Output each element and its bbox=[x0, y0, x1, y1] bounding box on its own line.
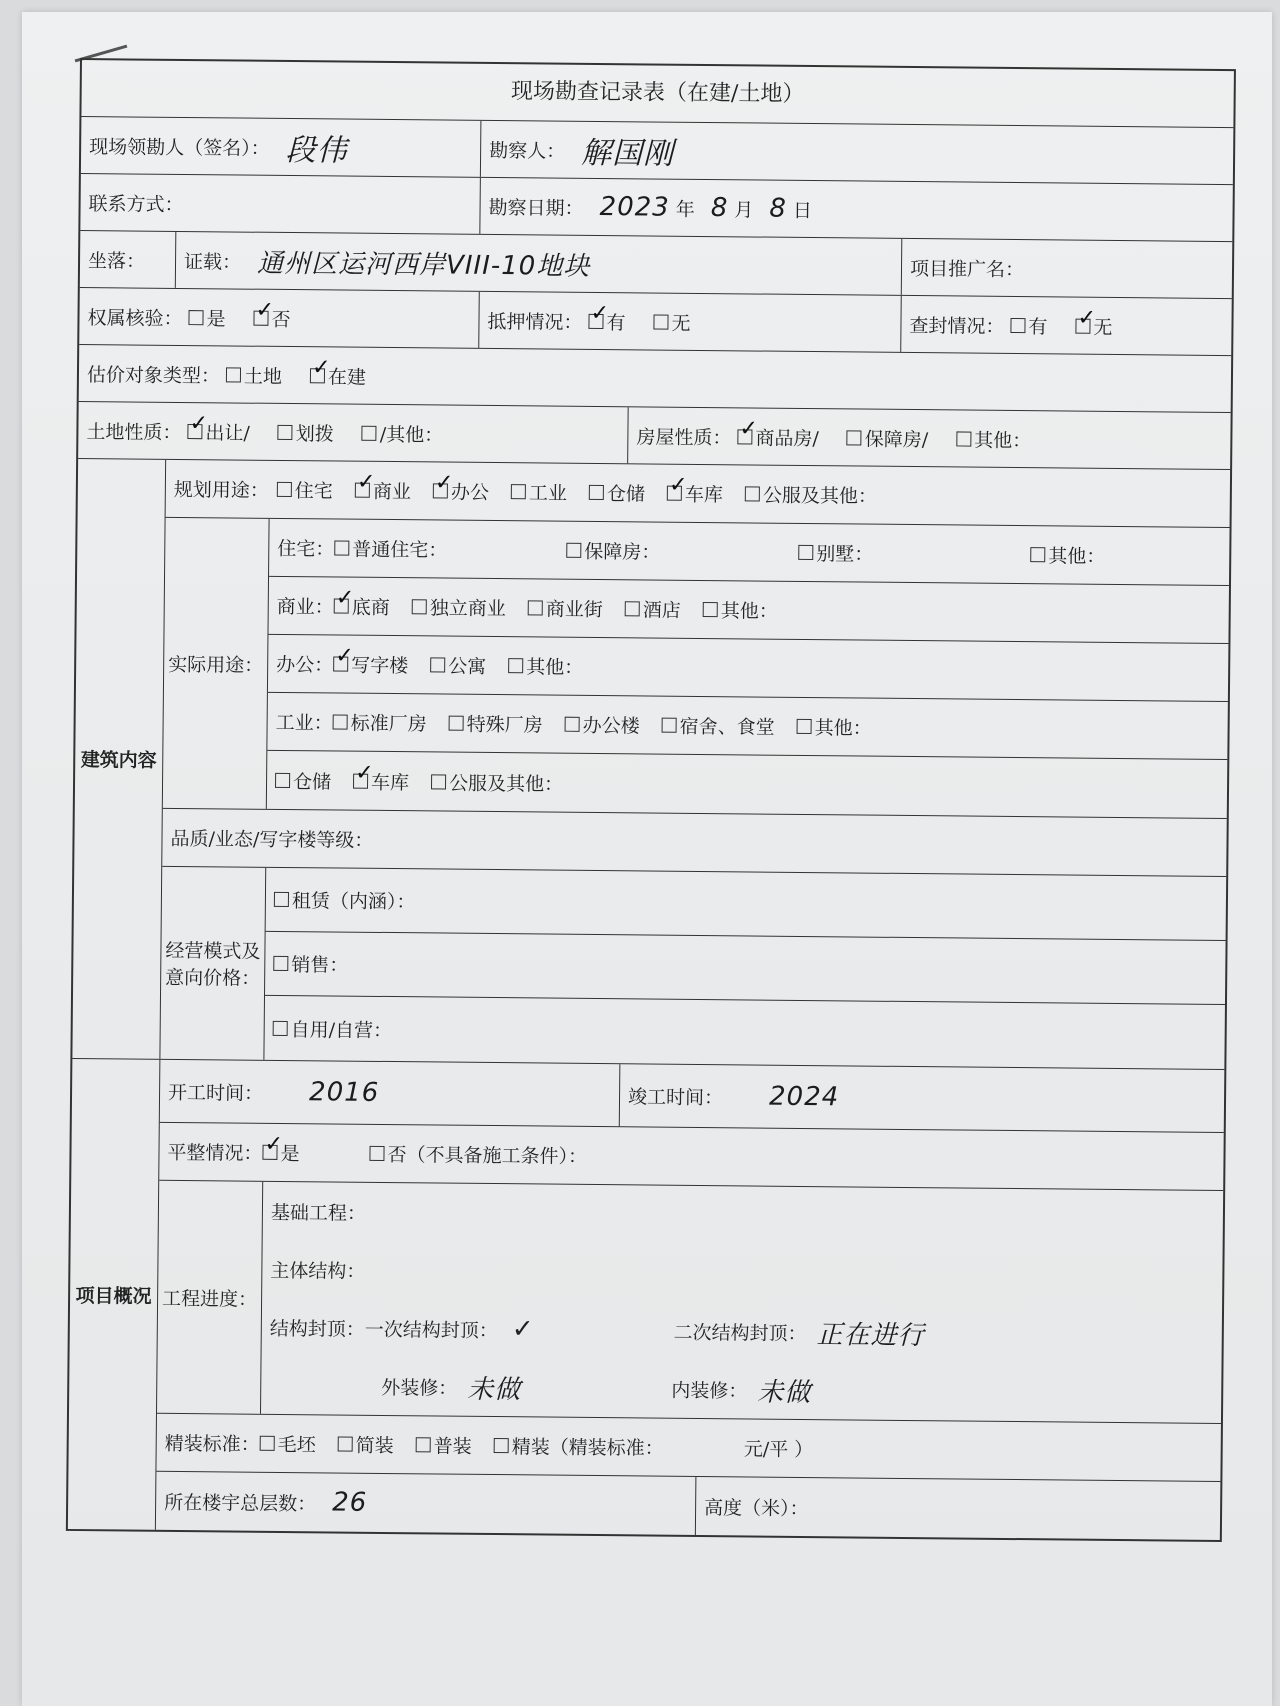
finish-0: 毛坯 bbox=[277, 1433, 316, 1457]
mortgage-yes-checkbox[interactable] bbox=[588, 313, 603, 328]
second-topping-value: 正在进行 bbox=[816, 1319, 925, 1351]
com-1-checkbox[interactable] bbox=[412, 599, 427, 614]
ownership-cell bbox=[79, 288, 480, 348]
exterior-label: 外装修： bbox=[381, 1376, 458, 1400]
finish-unit: 元/平 ） bbox=[743, 1438, 814, 1462]
promo-label: 项目推广名： bbox=[909, 257, 1025, 281]
ind-1: 特殊厂房 bbox=[466, 713, 543, 737]
misc-1-checkbox[interactable] bbox=[353, 773, 368, 788]
misc-0: 仓储 bbox=[292, 770, 332, 793]
cert-label: 证载： bbox=[183, 250, 242, 274]
ownership-no-label: 否 bbox=[271, 308, 291, 331]
ind-1-checkbox[interactable] bbox=[449, 716, 464, 731]
land-grant-label: 出让/ bbox=[205, 421, 250, 445]
misc-0-checkbox[interactable] bbox=[275, 772, 290, 787]
location-label-cell bbox=[80, 231, 177, 288]
off-1: 公寓 bbox=[448, 655, 487, 678]
level-yes-checkbox[interactable] bbox=[262, 1145, 277, 1160]
house-commercial-label: 商品房/ bbox=[755, 427, 819, 450]
house-commercial-checkbox[interactable] bbox=[737, 429, 752, 444]
floors-label: 所在楼宇总层数： bbox=[164, 1491, 317, 1515]
biz-self-line bbox=[264, 996, 1225, 1069]
house-other-checkbox[interactable] bbox=[956, 431, 971, 446]
misc-1: 车库 bbox=[370, 771, 410, 794]
decoration-line bbox=[261, 1356, 1222, 1423]
misc-2-checkbox[interactable] bbox=[431, 774, 446, 789]
mortgage-yes-label: 有 bbox=[606, 311, 626, 334]
cert-cell bbox=[176, 232, 903, 295]
seal-cell bbox=[901, 296, 1232, 355]
ind-3: 宿舍、食堂 bbox=[679, 715, 775, 739]
res-0: 普通住宅： bbox=[352, 538, 448, 562]
level-line bbox=[159, 1123, 1224, 1191]
plan-use-5: 车库 bbox=[684, 483, 724, 507]
finish-std-line bbox=[156, 1414, 1221, 1482]
ind-line bbox=[267, 693, 1228, 760]
ownership-label: 权属核验： bbox=[87, 306, 183, 330]
topping-line bbox=[262, 1298, 1223, 1365]
date-month-suffix: 月 bbox=[734, 198, 754, 221]
biz-block bbox=[160, 867, 1226, 1069]
land-allocate-label: 划拨 bbox=[295, 422, 334, 445]
ind-4-checkbox[interactable] bbox=[797, 719, 812, 734]
floors-value: 26 bbox=[332, 1487, 368, 1518]
seal-no-checkbox[interactable] bbox=[1075, 318, 1090, 333]
off-1-checkbox[interactable] bbox=[430, 657, 445, 672]
object-type-cell bbox=[79, 345, 1231, 412]
quality-label: 品质/业态/写字楼等级： bbox=[170, 827, 374, 852]
res-line bbox=[269, 519, 1230, 586]
plan-use-5-checkbox[interactable] bbox=[667, 486, 682, 501]
off-0-checkbox[interactable] bbox=[333, 656, 348, 671]
house-other-label: 其他： bbox=[974, 429, 1032, 452]
survey-form bbox=[66, 58, 1236, 1542]
promo-cell bbox=[902, 239, 1233, 298]
res-1: 保障房： bbox=[584, 540, 661, 564]
level-no: 否（不具备施工条件）： bbox=[387, 1144, 588, 1168]
start-label: 开工时间： bbox=[167, 1081, 264, 1105]
res-3: 其他： bbox=[1048, 545, 1106, 568]
date-cell bbox=[480, 178, 1233, 241]
building-section-label: 建筑内容 bbox=[72, 459, 166, 1059]
house-nature-label: 房屋性质： bbox=[636, 425, 732, 449]
biz-rent-checkbox[interactable] bbox=[274, 892, 289, 907]
project-section bbox=[68, 1059, 1224, 1540]
building-section-body bbox=[160, 460, 1230, 1069]
plan-use-0: 住宅 bbox=[294, 480, 333, 503]
date-day: 8 bbox=[769, 193, 788, 224]
main-struct-line bbox=[262, 1240, 1223, 1307]
seal-yes-checkbox[interactable] bbox=[1010, 317, 1025, 332]
biz-self-checkbox[interactable] bbox=[273, 1020, 288, 1035]
com-4: 其他： bbox=[720, 600, 778, 623]
first-topping-label: 一次结构封顶： bbox=[364, 1318, 498, 1342]
finish-2: 普装 bbox=[433, 1435, 472, 1458]
first-topping-check-icon: ✓ bbox=[511, 1314, 534, 1345]
house-afford-checkbox[interactable] bbox=[847, 430, 862, 445]
date-month: 8 bbox=[710, 193, 729, 224]
com-3-checkbox[interactable] bbox=[625, 601, 640, 616]
cert-value: 通州区运河西岸VIII-10地块 bbox=[256, 248, 591, 282]
object-land-label: 土地 bbox=[243, 365, 283, 388]
plan-use-3-checkbox[interactable] bbox=[511, 484, 526, 499]
progress-block bbox=[157, 1181, 1223, 1424]
date-day-suffix: 日 bbox=[792, 199, 813, 222]
plan-use-1-checkbox[interactable] bbox=[355, 483, 370, 498]
paper-sheet bbox=[22, 12, 1272, 1706]
ownership-yes-label: 是 bbox=[206, 307, 226, 330]
plan-use-1: 商业 bbox=[372, 480, 411, 504]
res-2-checkbox[interactable] bbox=[798, 545, 813, 560]
actual-use-block bbox=[163, 518, 1230, 819]
object-type-label: 估价对象类型： bbox=[86, 363, 221, 387]
land-allocate-checkbox[interactable] bbox=[278, 424, 293, 439]
date-label: 勘察日期： bbox=[488, 196, 584, 220]
seal-label: 查封情况： bbox=[909, 314, 1005, 338]
project-section-body bbox=[156, 1060, 1224, 1540]
misc-2: 公服及其他： bbox=[448, 772, 564, 796]
start-cell bbox=[160, 1060, 621, 1126]
com-0-checkbox[interactable] bbox=[334, 598, 349, 613]
com-2: 商业街 bbox=[545, 598, 603, 622]
contact-cell bbox=[80, 174, 481, 234]
contact-label: 联系方式： bbox=[88, 192, 184, 216]
house-nature-cell bbox=[628, 407, 1231, 469]
date-year-suffix: 年 bbox=[675, 198, 695, 221]
height-label: 高度（米）： bbox=[704, 1496, 809, 1520]
finish-3: 精装（精装标准： bbox=[511, 1436, 664, 1460]
biz-sale-checkbox[interactable] bbox=[273, 956, 288, 971]
plan-use-4-checkbox[interactable] bbox=[589, 485, 604, 500]
com-line bbox=[268, 577, 1229, 644]
foundation-line bbox=[263, 1182, 1224, 1249]
main-struct-label: 主体结构： bbox=[270, 1259, 366, 1283]
progress-label: 工程进度： bbox=[157, 1181, 263, 1414]
misc-line bbox=[267, 751, 1228, 818]
com-label: 商业： bbox=[276, 595, 334, 619]
floors-cell bbox=[156, 1472, 697, 1535]
land-other-checkbox[interactable] bbox=[362, 425, 377, 440]
house-afford-label: 保障房/ bbox=[864, 428, 929, 451]
res-0-checkbox[interactable] bbox=[334, 540, 349, 555]
date-year: 2023 bbox=[599, 191, 670, 223]
ind-2-checkbox[interactable] bbox=[565, 717, 580, 732]
plan-use-0-checkbox[interactable] bbox=[277, 482, 292, 497]
biz-body bbox=[264, 868, 1226, 1069]
plan-use-line bbox=[166, 460, 1231, 528]
biz-rent: 租赁（内涵）： bbox=[291, 890, 416, 914]
project-section-label: 项目概况 bbox=[68, 1059, 161, 1530]
plan-use-6-checkbox[interactable] bbox=[745, 486, 760, 501]
ind-0-checkbox[interactable] bbox=[333, 714, 348, 729]
off-line bbox=[268, 635, 1229, 702]
object-building-checkbox[interactable] bbox=[310, 368, 325, 383]
level-yes: 是 bbox=[280, 1142, 300, 1166]
time-line bbox=[160, 1060, 1225, 1133]
floors-line bbox=[156, 1472, 1221, 1540]
plan-use-4: 仓储 bbox=[606, 483, 646, 506]
finish-0-checkbox[interactable] bbox=[260, 1436, 275, 1451]
ind-2: 办公楼 bbox=[582, 714, 640, 738]
land-nature-cell bbox=[78, 402, 629, 463]
com-4-checkbox[interactable] bbox=[703, 602, 718, 617]
finish-value: 2024 bbox=[768, 1081, 840, 1113]
finish-3-checkbox[interactable] bbox=[494, 1438, 509, 1453]
com-0: 底商 bbox=[351, 596, 390, 619]
off-2-checkbox[interactable] bbox=[508, 658, 523, 673]
surveyor-label: 勘察人： bbox=[489, 139, 566, 163]
ind-3-checkbox[interactable] bbox=[662, 718, 677, 733]
mortgage-no-label: 无 bbox=[671, 312, 691, 335]
off-2: 其他： bbox=[526, 656, 584, 679]
finish-2-checkbox[interactable] bbox=[416, 1437, 431, 1452]
finish-1: 简装 bbox=[355, 1434, 394, 1458]
object-land-checkbox[interactable] bbox=[226, 367, 241, 382]
res-1-checkbox[interactable] bbox=[566, 543, 581, 558]
interior-value: 未做 bbox=[757, 1377, 812, 1408]
biz-rent-line bbox=[266, 868, 1227, 941]
form-title: 现场勘查记录表（在建/土地） bbox=[510, 78, 805, 107]
finish-1-checkbox[interactable] bbox=[338, 1437, 353, 1452]
start-value: 2016 bbox=[308, 1077, 380, 1108]
location-label: 坐落： bbox=[87, 249, 146, 273]
plan-use-3: 工业 bbox=[528, 482, 568, 505]
building-section bbox=[72, 459, 1230, 1070]
mortgage-label: 抵押情况： bbox=[487, 310, 583, 334]
com-1: 独立商业 bbox=[429, 597, 506, 621]
progress-body bbox=[261, 1182, 1223, 1423]
biz-sale: 销售： bbox=[291, 954, 349, 977]
finish-std-label: 精装标准： bbox=[164, 1432, 260, 1456]
actual-use-label: 实际用途： bbox=[163, 518, 270, 809]
com-2-checkbox[interactable] bbox=[528, 600, 543, 615]
level-no-checkbox[interactable] bbox=[369, 1146, 384, 1161]
quality-line bbox=[162, 809, 1227, 877]
foundation-label: 基础工程： bbox=[270, 1201, 367, 1225]
ownership-no-checkbox[interactable] bbox=[253, 310, 268, 325]
second-topping-label: 二次结构封顶： bbox=[673, 1321, 807, 1345]
res-2: 别墅： bbox=[816, 543, 874, 566]
surveyor-cell bbox=[481, 121, 1234, 184]
res-3-checkbox[interactable] bbox=[1030, 547, 1045, 562]
mortgage-cell bbox=[479, 292, 902, 352]
finish-label: 竣工时间： bbox=[627, 1085, 724, 1109]
biz-sale-line bbox=[265, 932, 1226, 1005]
surveyor-signature: 解国刚 bbox=[580, 135, 675, 172]
leader-signature: 段伟 bbox=[285, 132, 348, 169]
land-other-label: /其他： bbox=[379, 423, 444, 447]
plan-use-label: 规划用途： bbox=[173, 478, 269, 502]
height-cell bbox=[696, 1486, 1220, 1530]
mortgage-no-checkbox[interactable] bbox=[653, 314, 668, 329]
com-3: 酒店 bbox=[642, 599, 681, 622]
interior-label: 内装修： bbox=[671, 1379, 748, 1402]
res-label: 住宅： bbox=[277, 537, 335, 561]
off-label: 办公： bbox=[276, 653, 334, 677]
plan-use-2-checkbox[interactable] bbox=[433, 483, 448, 498]
plan-use-6: 公服及其他： bbox=[762, 484, 878, 508]
seal-no-label: 无 bbox=[1093, 316, 1113, 339]
land-nature-label: 土地性质： bbox=[86, 420, 182, 444]
biz-label: 经营模式及意向价格： bbox=[160, 867, 266, 1060]
ind-0: 标准厂房 bbox=[350, 712, 427, 736]
object-building-label: 在建 bbox=[327, 365, 367, 389]
exterior-value: 未做 bbox=[467, 1374, 522, 1405]
plan-use-2: 办公 bbox=[450, 481, 490, 504]
land-grant-checkbox[interactable] bbox=[187, 424, 202, 439]
ind-4: 其他： bbox=[814, 717, 872, 740]
topping-label: 结构封顶： bbox=[269, 1317, 365, 1341]
leader-cell bbox=[81, 117, 482, 177]
off-0: 写字楼 bbox=[351, 654, 409, 678]
finish-cell bbox=[620, 1074, 1224, 1122]
ind-label: 工业： bbox=[275, 711, 333, 735]
biz-self: 自用/自营： bbox=[290, 1018, 393, 1042]
level-label: 平整情况： bbox=[167, 1141, 263, 1165]
actual-use-body bbox=[267, 519, 1230, 818]
ownership-yes-checkbox[interactable] bbox=[188, 310, 203, 325]
leader-label: 现场领勘人（签名）： bbox=[89, 135, 270, 160]
seal-yes-label: 有 bbox=[1028, 315, 1048, 338]
